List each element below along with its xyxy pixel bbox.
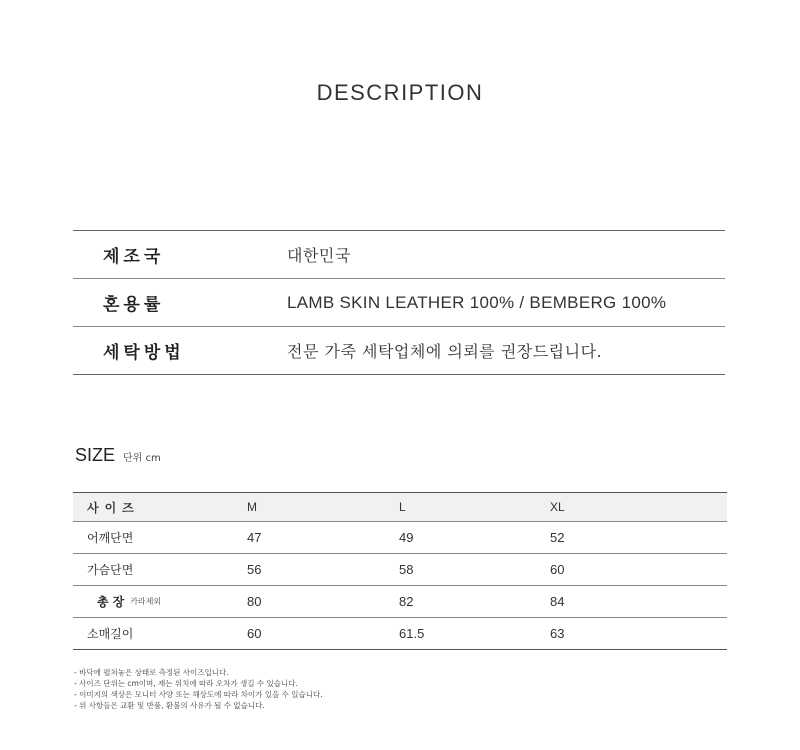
size-row-sleeve (73, 618, 727, 649)
description-row-washing (73, 327, 725, 374)
description-row-material (73, 279, 725, 327)
length-note: 카라제외 (130, 597, 162, 606)
washing-label: 세탁방법 (103, 343, 185, 363)
length-xl: 84 (550, 594, 565, 609)
origin-value: 대한민국 (287, 246, 351, 265)
page-title: DESCRIPTION (316, 80, 484, 105)
shoulder-l: 49 (399, 530, 414, 545)
size-header-l: L (399, 500, 406, 514)
size-header-xl: XL (550, 500, 565, 514)
shoulder-label: 어깨단면 (87, 531, 134, 545)
origin-label: 제조국 (103, 247, 165, 267)
size-notes (74, 667, 323, 711)
length-l: 82 (399, 594, 414, 609)
chest-xl: 60 (550, 562, 565, 577)
size-heading (75, 445, 161, 466)
size-header-m: M (247, 500, 257, 514)
shoulder-m: 47 (247, 530, 262, 545)
size-header-label: 사이즈 (87, 500, 140, 515)
size-table-header (73, 493, 727, 522)
size-unit: 단위 cm (123, 453, 161, 464)
size-row-length (73, 586, 727, 618)
note-line: - 바닥에 펼쳐놓은 상태로 측정된 사이즈입니다. (74, 668, 229, 677)
note-line: - 이미지의 색상은 모니터 사양 또는 해상도에 따라 차이가 있을 수 있습니다. (74, 690, 323, 699)
note-line: - 위 사항들은 교환 및 반품, 환불의 사유가 될 수 없습니다. (74, 701, 265, 710)
chest-l: 58 (399, 562, 414, 577)
length-label-cell (87, 586, 161, 617)
description-row-origin (73, 231, 725, 279)
length-label: 총장 (97, 595, 129, 609)
size-title: SIZE (75, 445, 116, 465)
description-table (73, 230, 725, 375)
sleeve-l: 61.5 (399, 626, 425, 641)
chest-m: 56 (247, 562, 262, 577)
length-m: 80 (247, 594, 262, 609)
size-row-chest (73, 554, 727, 586)
shoulder-xl: 52 (550, 530, 565, 545)
sleeve-label: 소매길이 (87, 627, 134, 641)
washing-value: 전문 가죽 세탁업체에 의뢰를 권장드립니다. (287, 342, 603, 361)
material-label: 혼용률 (103, 295, 165, 315)
sleeve-m: 60 (247, 626, 262, 641)
size-table (73, 492, 727, 650)
chest-label: 가슴단면 (87, 563, 134, 577)
size-row-shoulder (73, 522, 727, 554)
sleeve-xl: 63 (550, 626, 565, 641)
material-value: LAMB SKIN LEATHER 100% / BEMBERG 100% (287, 292, 667, 312)
note-line: - 사이즈 단위는 cm이며, 재는 위치에 따라 오차가 생길 수 있습니다. (74, 679, 298, 688)
